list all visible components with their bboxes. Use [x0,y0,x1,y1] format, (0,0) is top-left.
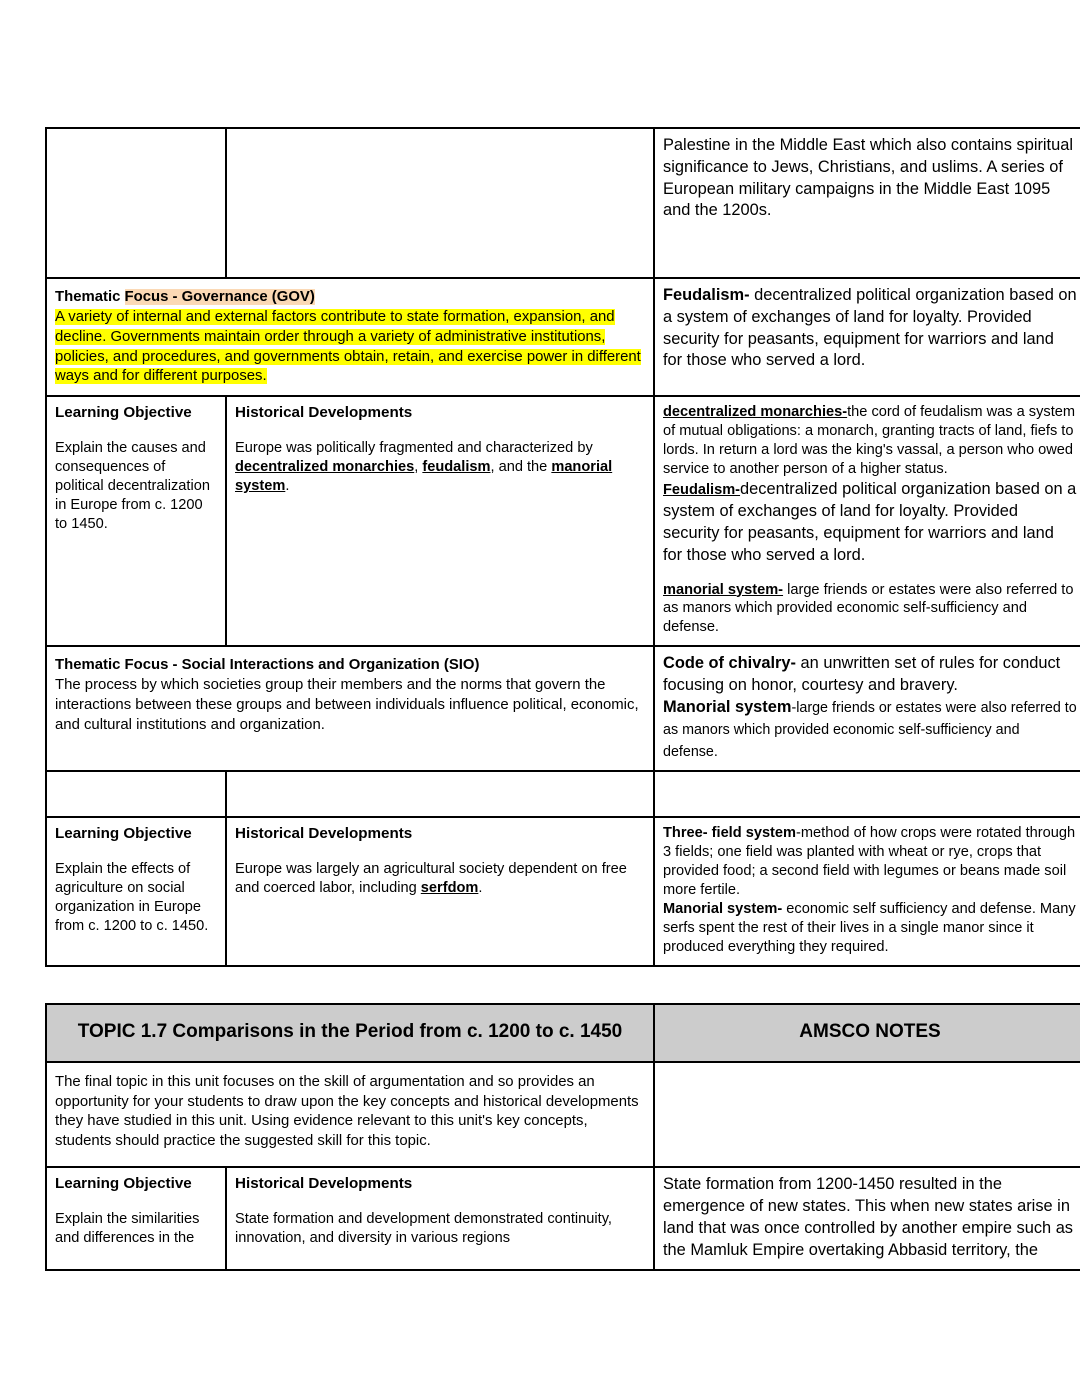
definition-manorial-system-sio: -large friends or estates were also referred to as manors which provided economic self-sufficiency and defense. [663,700,1077,760]
thematic-focus-governance-label [55,288,645,308]
cell-amsco-notes-continuation [654,128,1080,278]
learning-objective-text: Explain the effects of agriculture on social organization in Europe from c. 1200 to c. 1450. [55,861,209,935]
thematic-focus-sio-label [55,656,645,676]
notes-block [663,824,1077,900]
learning-objective-text: Explain the causes and consequences of political decentralization in Europe from c. 1200 to 1450. [55,440,210,532]
cell-amsco-notes-sio [654,646,1080,771]
learning-objective-header: Learning Objective [55,404,192,422]
topic-intro-text: The final topic in this unit focuses on the skill of argumentation and so provides an opportunity for your students to draw upon the key concepts and historical developments they have studied in this unit. Using evidence relevant to this unit's key concepts, students should practice the suggested skill for this topic. [55,1073,639,1150]
thematic-focus-governance-body-wrap [55,308,645,388]
cell-topic-intro [46,1062,654,1168]
hd-term-serfdom: serfdom [420,880,479,897]
definition-manorial-system-agri: economic self sufficiency and defense. Many serfs spent the rest of their lives in a single manor since it produced everything they required. [663,901,1076,956]
hd-end-punct: . [285,478,290,495]
notes-block [663,697,1077,762]
historical-developments-header: Historical Developments [235,1175,413,1193]
hd-lead-text: Europe was politically fragmented and characterized by [235,440,593,457]
thematic-sio-label-text: Thematic Focus - Social Interactions and Organization (SIO) [55,657,480,674]
cell-thematic-focus-governance [46,278,654,396]
notes-block [663,900,1077,957]
learning-objective-header: Learning Objective [55,825,192,843]
cell-amsco-notes-agriculture [654,817,1080,966]
table-row [46,1062,1080,1168]
definition-feudalism-notes: decentralized political organization based on a system of exchanges of land for loyalty. Provided security for peasants, equipment for warriors and land for those who served a lord. [663,480,1077,564]
cell-amsco-notes-comparisons [654,1167,1080,1270]
definition-manorial-system: large friends or estates were also referred to as manors which provided economic self-sufficiency and defense. [663,581,1074,636]
historical-developments-header: Historical Developments [235,404,413,422]
cell-learning-objective-decentralization [46,396,226,646]
topic-banner-row [46,1004,1080,1062]
cell-historical-developments-decentralization [226,396,654,646]
thematic-label-plain: Thematic [55,289,125,305]
term-manorial-system-sio: Manorial system [663,698,792,717]
term-decentralized-monarchies: decentralized monarchies- [663,404,848,421]
definition-code-of-chivalry: an unwritten set of rules for conduct focusing on honor, courtesy and bravery. [663,654,1061,695]
cell-amsco-notes-feudalism [654,278,1080,396]
cell-learning-objective-agriculture [46,817,226,966]
cell-learning-objective-empty [46,128,226,278]
cell-historical-developments-agriculture [226,817,654,966]
amsco-notes-title-cell: AMSCO NOTES [654,1004,1080,1062]
term-manorial-system: manorial system- [663,581,784,598]
unit-guide-table-topic-1-7 [45,1003,1080,1271]
table-row-spacer [46,771,1080,817]
cell-historical-developments-comparisons [226,1167,654,1270]
cell-topic-intro-notes [654,1062,1080,1168]
term-code-of-chivalry: Code of chivalry- [663,654,796,673]
cell-spacer-b [226,771,654,817]
notes-block [663,581,1077,638]
definition-decentralized-monarchies: the cord of feudalism was a system of mutual obligations: a monarch, granting tracts of land, fiefs to lords. In return a lord was the king's vassal, a person who owed service to another person of a higher status. [663,404,1076,478]
notes-block [663,479,1077,566]
topic-title-cell: TOPIC 1.7 Comparisons in the Period from c. 1200 to c. 1450 [46,1004,654,1062]
unit-guide-table-primary [45,127,1080,967]
hd-sep-1: , [414,459,423,476]
notes-continuation-text: Palestine in the Middle East which also contains spiritual significance to Jews, Christians, and uslims. A series of European military campaigns in the Middle East 1095 and the 1200s. [663,136,1073,220]
notes-feudalism [663,285,1077,372]
table-row [46,646,1080,771]
term-manorial-system-agri: Manorial system- [663,901,783,918]
definition-feudalism: decentralized political organization based on a system of exchanges of land for loyalty. Provided security for peasants, equipment for warriors and land for those who served a lord. [663,286,1077,370]
term-feudalism-notes: Feudalism- [663,482,741,499]
notes-spacer [663,567,1077,581]
hd-lead-text: Europe was largely an agricultural society dependent on free and coerced labor, including [235,861,627,897]
cell-spacer-c [654,771,1080,817]
term-feudalism: Feudalism- [663,286,750,304]
cell-historical-developments-empty [226,128,654,278]
cell-spacer-a [46,771,226,817]
table-row [46,396,1080,646]
notes-block [663,403,1077,479]
thematic-focus-governance-body: A variety of internal and external factors contribute to state formation, expansion, and decline. Governments maintain order through a variety of administrative institutions, policies, and procedures, and governments obtain, retain, and exercise power in different ways and for different purposes. [55,308,641,385]
thematic-label-highlighted: Focus - Governance (GOV) [124,289,315,305]
hd-sep-2: , and the [490,459,552,476]
thematic-focus-sio-body: The process by which societies group their members and the norms that govern the interactions between these groups and between individuals influence political, economic, and cultural institutions and organization. [55,677,639,733]
historical-developments-text: State formation and development demonstrated continuity, innovation, and diversity in various regions [235,1210,612,1246]
table-row [46,128,1080,278]
learning-objective-header: Learning Objective [55,1175,192,1193]
cell-amsco-notes-decentralization [654,396,1080,646]
table-row [46,1167,1080,1270]
hd-term-manorial-system: manorial system [235,459,613,495]
table-row [46,817,1080,966]
learning-objective-text: Explain the similarities and differences in the [55,1210,200,1246]
definition-three-field-system: -method of how crops were rotated through 3 fields; one field was planted with wheat or rye, crops that provided food; a second field with legumes or beans made soil more fertile. [663,825,1076,899]
cell-thematic-focus-sio [46,646,654,771]
hd-term-decentralized-monarchies: decentralized monarchies [235,459,415,476]
notes-state-formation: State formation from 1200-1450 resulted in the emergence of new states. This when new states arise in land that was once controlled by another empire such as the Mamluk Empire overtaking Abbasid territory, the [663,1175,1074,1259]
cell-learning-objective-comparisons [46,1167,226,1270]
table-row [46,278,1080,396]
term-three-field-system: Three- field system [663,825,797,842]
hd-end-punct: . [478,880,483,897]
historical-developments-header: Historical Developments [235,825,413,843]
hd-term-feudalism: feudalism [422,459,491,476]
notes-block [663,653,1077,697]
